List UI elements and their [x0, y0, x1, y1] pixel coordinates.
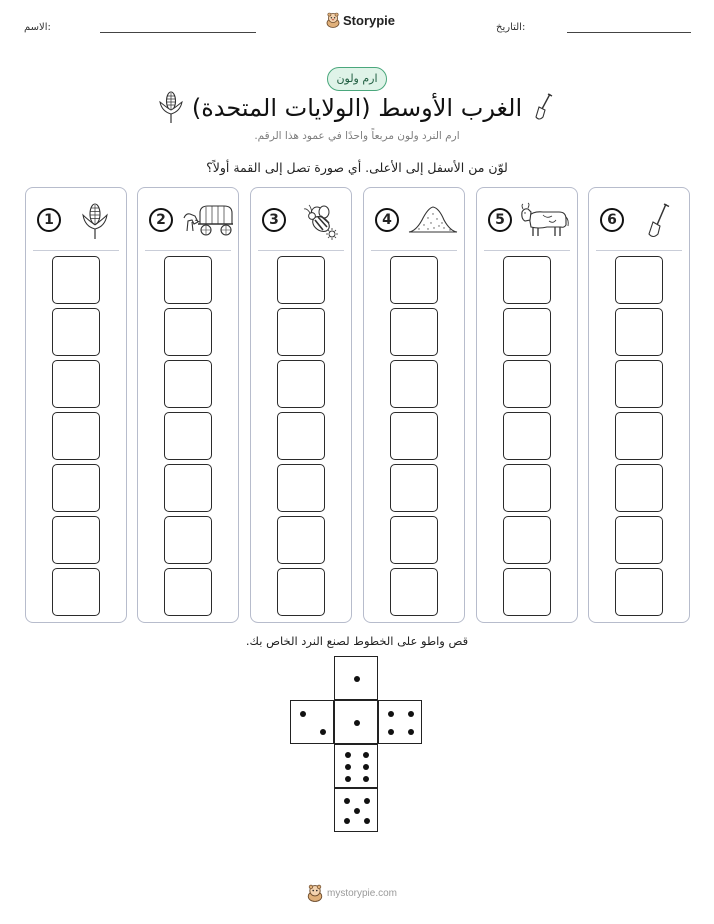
color-square[interactable]: [503, 360, 551, 408]
color-square[interactable]: [52, 412, 100, 460]
color-square[interactable]: [277, 256, 325, 304]
color-square[interactable]: [503, 412, 551, 460]
color-square[interactable]: [503, 256, 551, 304]
dice-column-4: [363, 187, 465, 623]
dice-pip: [344, 818, 350, 824]
dice-face-2: [290, 700, 334, 744]
color-square[interactable]: [164, 568, 212, 616]
dice-face-4: [378, 700, 422, 744]
column-divider: [596, 250, 682, 251]
storypie-logo-icon: [326, 12, 340, 28]
dice-pip: [363, 776, 369, 782]
color-square[interactable]: [277, 516, 325, 564]
column-header: [26, 188, 126, 250]
column-number: 5: [488, 208, 512, 232]
activity-badge: ارم ولون: [327, 67, 387, 91]
color-square[interactable]: [164, 412, 212, 460]
column-divider: [33, 250, 119, 251]
color-square[interactable]: [164, 360, 212, 408]
dice-face-6: [334, 744, 378, 788]
color-square[interactable]: [277, 308, 325, 356]
color-square[interactable]: [615, 568, 663, 616]
color-square[interactable]: [615, 256, 663, 304]
dice-face-5: [334, 788, 378, 832]
corn-icon: [68, 200, 122, 240]
color-square[interactable]: [52, 516, 100, 564]
dice-column-6: [588, 187, 690, 623]
instruction-text: لوّن من الأسفل إلى الأعلى. أي صورة تصل إلى القمة أولاً؟: [206, 160, 508, 175]
dice-pip: [345, 764, 351, 770]
color-square[interactable]: [390, 308, 438, 356]
dice-pip: [320, 729, 326, 735]
dice-net: [290, 656, 426, 836]
dice-pip: [408, 729, 414, 735]
date-line[interactable]: [567, 32, 691, 33]
color-square[interactable]: [503, 308, 551, 356]
dice-pip: [363, 752, 369, 758]
color-square[interactable]: [277, 360, 325, 408]
sand-pile-icon: [406, 200, 460, 240]
brand-logo: [326, 12, 395, 28]
dice-pip: [354, 720, 360, 726]
page-title: الغرب الأوسط (الولايات المتحدة): [191, 94, 523, 122]
covered-wagon-icon: [180, 200, 234, 240]
dice-pip: [388, 729, 394, 735]
color-square[interactable]: [390, 412, 438, 460]
brand-name: Storypie: [343, 12, 396, 28]
column-number: 3: [262, 208, 286, 232]
column-divider: [484, 250, 570, 251]
dice-pip: [300, 711, 306, 717]
color-square[interactable]: [52, 256, 100, 304]
color-square[interactable]: [164, 256, 212, 304]
column-number: 1: [37, 208, 61, 232]
dice-pip: [345, 752, 351, 758]
dice-pip: [344, 798, 350, 804]
color-square[interactable]: [390, 464, 438, 512]
dice-column-1: [25, 187, 127, 623]
color-square[interactable]: [615, 308, 663, 356]
footer: [307, 884, 397, 902]
cow-icon: [519, 200, 573, 240]
color-square[interactable]: [164, 308, 212, 356]
column-number: 2: [149, 208, 173, 232]
dice-column-5: [476, 187, 578, 623]
color-square[interactable]: [503, 516, 551, 564]
column-header: [364, 188, 464, 250]
bee-icon: [293, 200, 347, 240]
color-square[interactable]: [390, 516, 438, 564]
dice-face-1: [334, 656, 378, 700]
column-divider: [145, 250, 231, 251]
dice-pip: [388, 711, 394, 717]
column-header: [477, 188, 577, 250]
storypie-logo-icon: [307, 884, 323, 902]
dice-pip: [345, 776, 351, 782]
shovel-icon: [631, 200, 685, 240]
column-divider: [371, 250, 457, 251]
color-square[interactable]: [503, 464, 551, 512]
footer-url: mystorypie.com: [327, 887, 398, 899]
color-square[interactable]: [390, 568, 438, 616]
color-square[interactable]: [277, 464, 325, 512]
color-square[interactable]: [615, 464, 663, 512]
dice-pip: [408, 711, 414, 717]
date-label: التاريخ:: [496, 22, 526, 33]
column-number: 4: [375, 208, 399, 232]
color-square[interactable]: [52, 360, 100, 408]
color-square[interactable]: [52, 464, 100, 512]
page-subtitle: ارم النرد ولون مربعاً واحدًا في عمود هذا الرقم.: [254, 130, 460, 142]
color-square[interactable]: [615, 360, 663, 408]
dice-pip: [354, 808, 360, 814]
column-number: 6: [600, 208, 624, 232]
column-divider: [258, 250, 344, 251]
color-square[interactable]: [52, 568, 100, 616]
column-header: [589, 188, 689, 250]
column-header: [251, 188, 351, 250]
color-square[interactable]: [390, 256, 438, 304]
color-square[interactable]: [164, 516, 212, 564]
dice-pip: [363, 764, 369, 770]
column-header: [138, 188, 238, 250]
shovel-icon: [532, 92, 554, 122]
dice-column-3: [250, 187, 352, 623]
color-square[interactable]: [503, 568, 551, 616]
name-line[interactable]: [100, 32, 256, 33]
name-label: الاسم:: [24, 22, 51, 33]
dice-pip: [364, 798, 370, 804]
color-square[interactable]: [277, 412, 325, 460]
dice-column-2: [137, 187, 239, 623]
dice-pip: [354, 676, 360, 682]
color-square[interactable]: [390, 360, 438, 408]
color-square[interactable]: [164, 464, 212, 512]
color-square[interactable]: [52, 308, 100, 356]
dice-face-1: [334, 700, 378, 744]
color-square[interactable]: [277, 568, 325, 616]
color-square[interactable]: [615, 516, 663, 564]
dice-pip: [364, 818, 370, 824]
color-square[interactable]: [615, 412, 663, 460]
cut-instruction: قص واطو على الخطوط لصنع النرد الخاص بك.: [245, 634, 469, 648]
